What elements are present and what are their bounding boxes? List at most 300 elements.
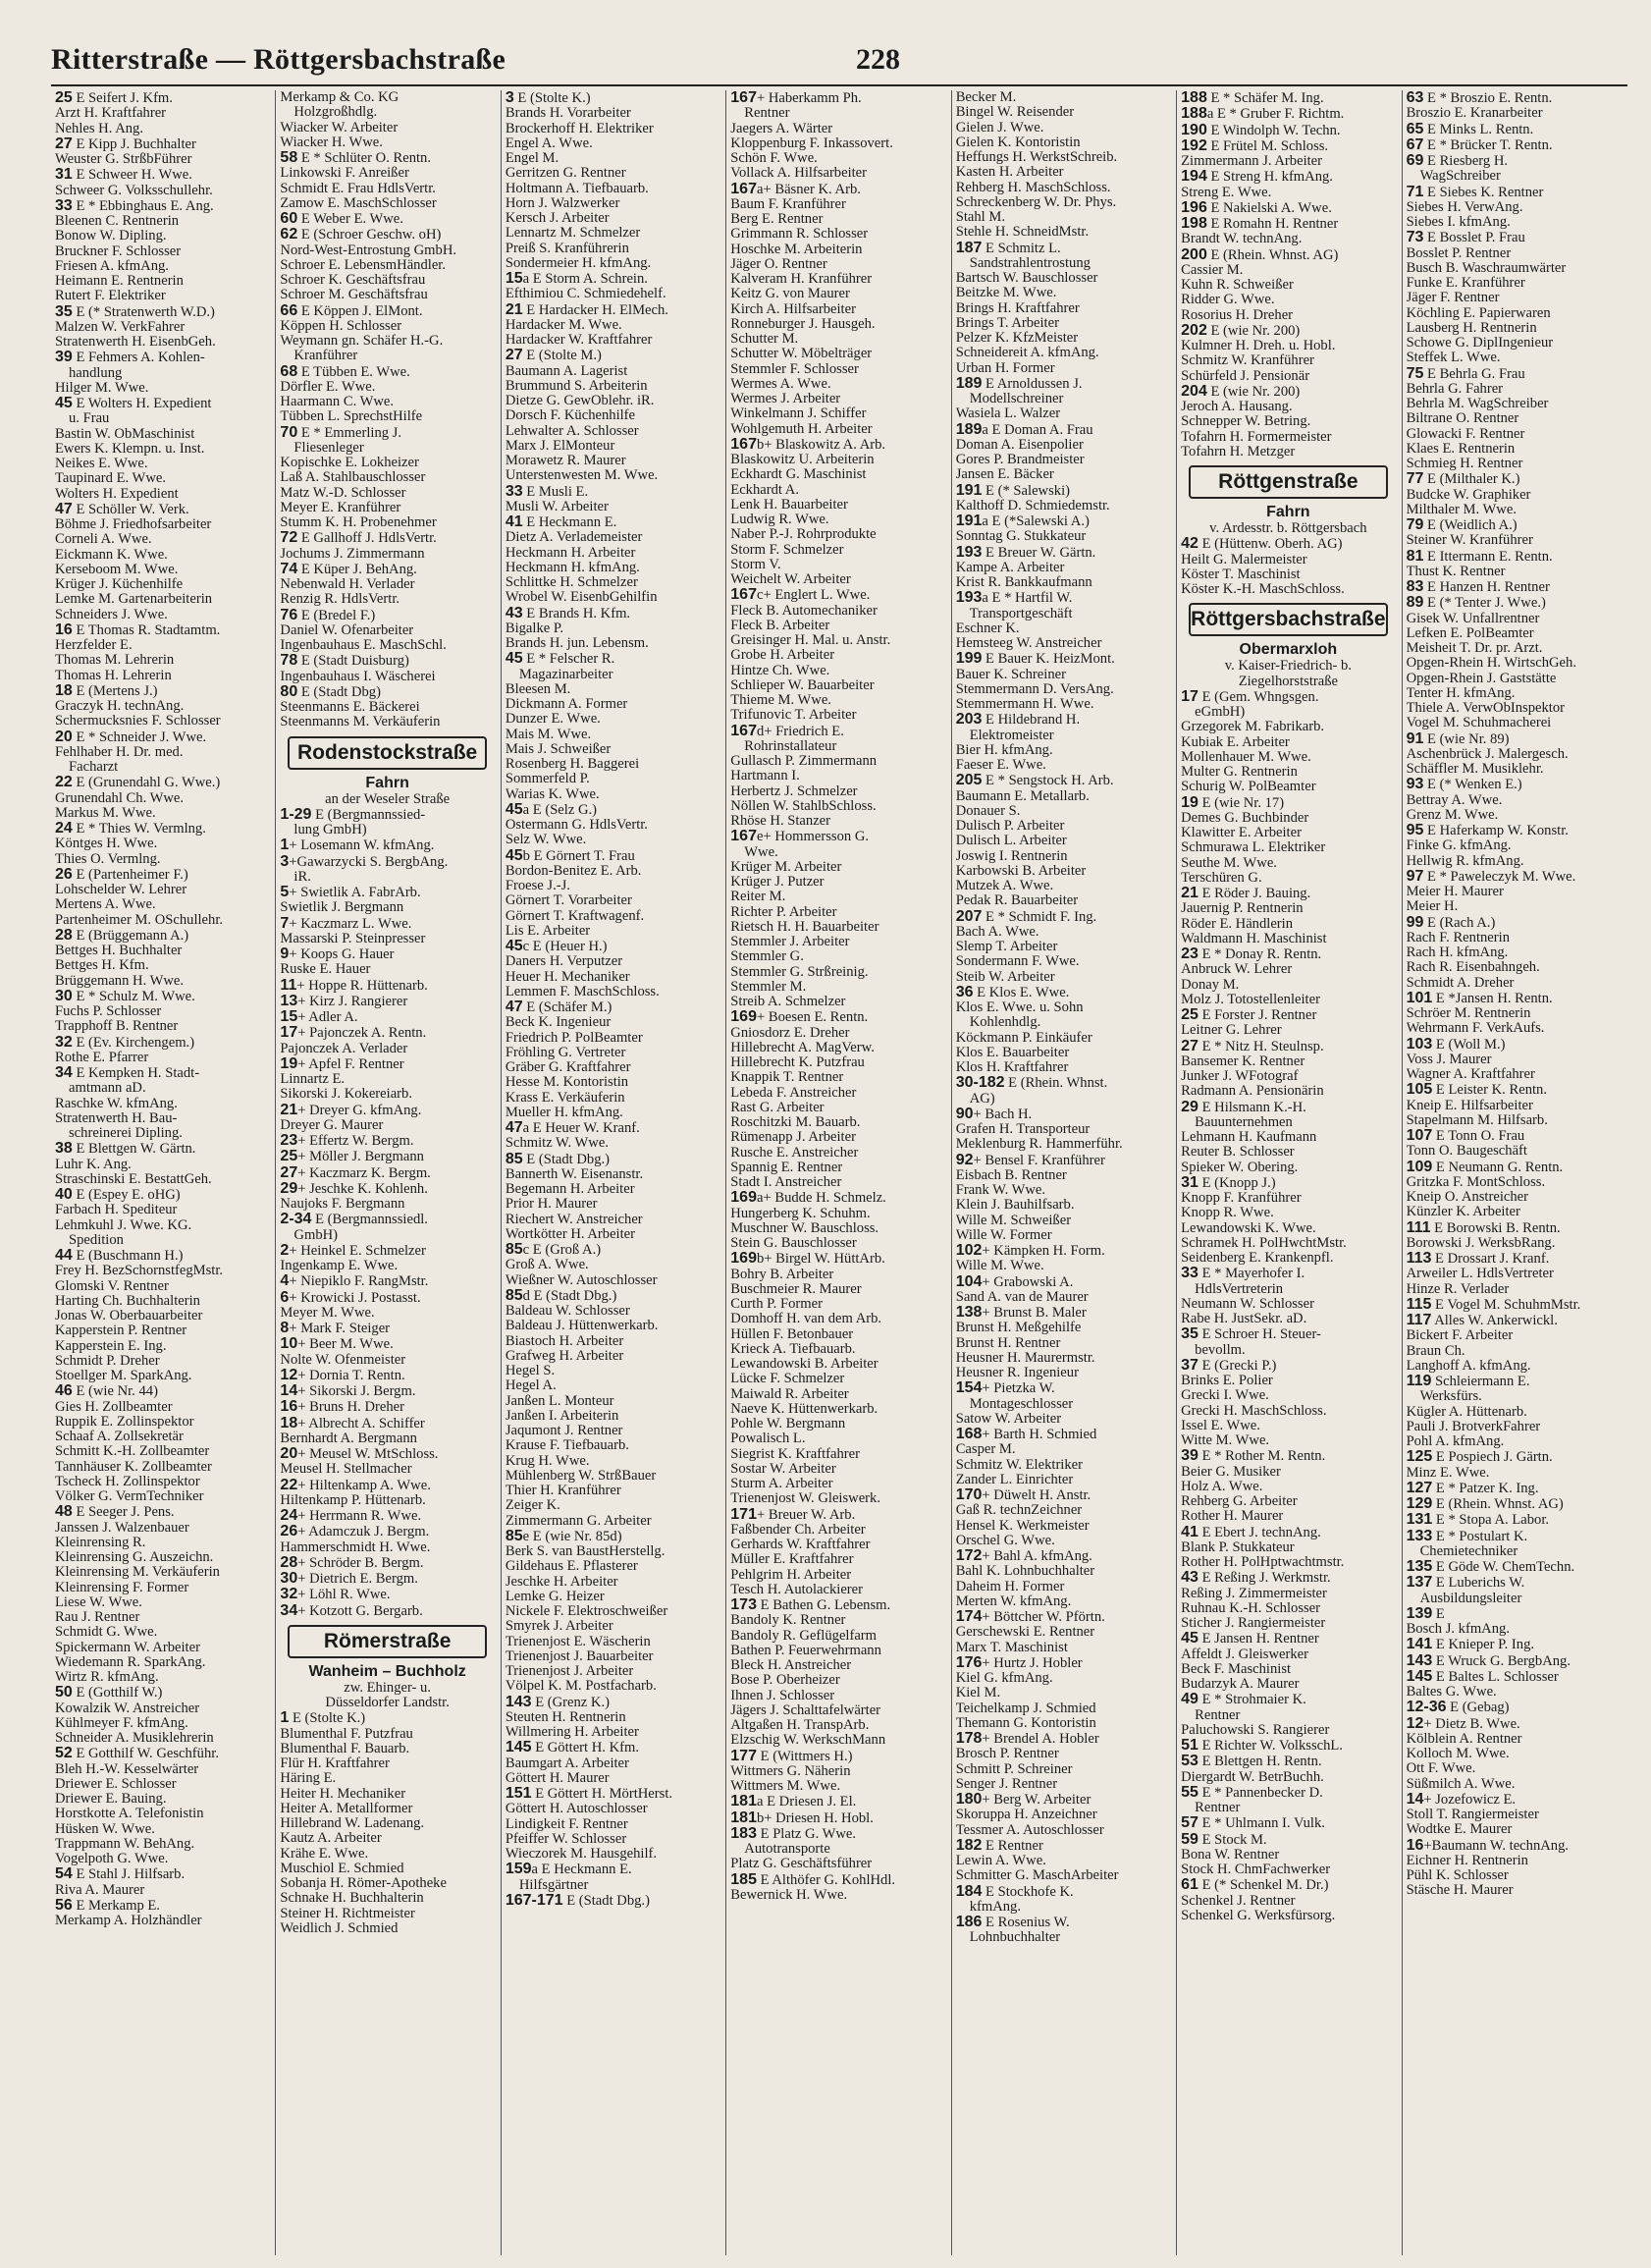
resident-entry: [1181, 1662, 1395, 1677]
resident-text: E (Hüttenw. Oberh. AG): [1198, 536, 1343, 553]
house-number: 45: [505, 847, 523, 864]
resident-text: Froese J.-J.: [505, 879, 570, 893]
resident-text: Siegrist K. Kraftfahrer: [730, 1446, 860, 1462]
resident-entry: [1181, 536, 1395, 552]
resident-text: Preiß S. Kranführerin: [505, 241, 629, 256]
resident-text: E Rentner: [982, 1837, 1043, 1854]
resident-text: Sondermann F. Wwe.: [955, 954, 1080, 970]
resident-entry: [1407, 291, 1622, 305]
house-number: 186: [955, 1915, 983, 1930]
resident-entry: [1407, 1777, 1622, 1792]
resident-entry: [55, 548, 269, 563]
resident-entry: [730, 619, 944, 633]
resident-entry: [1407, 1420, 1622, 1434]
resident-entry: [280, 577, 494, 592]
resident-text: Warias K. Wwe.: [505, 786, 600, 802]
resident-text: E (Grenz K.): [531, 1694, 610, 1710]
house-number: 12-36: [1406, 1700, 1447, 1716]
resident-text: Broszio E. Kranarbeiter: [1406, 106, 1543, 122]
resident-entry: [280, 1524, 494, 1539]
resident-text: Göttert H. Maurer: [505, 1770, 610, 1786]
resident-entry: [506, 1635, 719, 1649]
resident-entry: [506, 1740, 719, 1755]
resident-text: + Breuer W. Arb.: [756, 1506, 856, 1523]
resident-entry: [730, 257, 944, 272]
resident-text: E Pospiech J. Gärtn.: [1432, 1449, 1553, 1466]
resident-text: Klawitter E. Arbeiter: [1181, 826, 1302, 840]
resident-text: Stemmler M.: [730, 979, 807, 995]
resident-text: Glomski V. Rentner: [55, 1278, 169, 1294]
resident-text: Driewer E. Bauing.: [55, 1792, 167, 1807]
resident-entry: [1407, 885, 1622, 899]
resident-entry: [1181, 1754, 1395, 1769]
house-number: 20: [280, 1446, 298, 1462]
house-number: 207: [955, 908, 983, 925]
resident-text: Horn J. Walzwerker: [505, 195, 620, 211]
resident-entry: [506, 1031, 719, 1046]
resident-entry: [55, 1203, 269, 1217]
resident-text: E * Donay R. Rentn.: [1198, 946, 1322, 962]
resident-entry: [280, 653, 494, 669]
house-number: 167: [730, 181, 757, 197]
resident-entry: [506, 1046, 719, 1060]
resident-entry: [956, 561, 1170, 575]
resident-text: E (Bergmannssied-: [311, 806, 426, 823]
resident-entry: [956, 1671, 1170, 1686]
resident-text: Hesse M. Kontoristin: [505, 1075, 629, 1091]
resident-entry: [280, 932, 494, 946]
resident-text: Mollenhauer M. Wwe.: [1181, 749, 1311, 765]
resident-entry: [1407, 276, 1622, 291]
resident-text: Holzgroßhdlg.: [293, 105, 378, 121]
resident-entry: [1181, 323, 1395, 339]
resident-entry: [730, 1718, 944, 1733]
resident-text: + Möller J. Bergmann: [297, 1149, 424, 1165]
resident-entry: [956, 135, 1170, 150]
resident-text: Renzig R. HdlsVertr.: [280, 592, 400, 608]
resident-entry: [1407, 1761, 1622, 1776]
resident-text: Hüllen F. Betonbauer: [730, 1326, 854, 1342]
resident-text: Rast G. Arbeiter: [730, 1100, 825, 1115]
resident-entry: [506, 1227, 719, 1242]
resident-text: e E (wie Nr. 85d): [522, 1528, 622, 1544]
resident-entry: [730, 243, 944, 257]
resident-entry: [1407, 731, 1622, 747]
resident-entry: [956, 1380, 1170, 1396]
resident-text: Schlieper W. Bauarbeiter: [730, 677, 875, 693]
resident-text: E * Ebbinghaus E. Ang.: [72, 197, 214, 214]
resident-text: E Kempken H. Stadt-: [72, 1065, 200, 1081]
house-number: 145: [505, 1740, 532, 1756]
house-number: 35: [55, 303, 73, 320]
resident-entry: [1407, 442, 1622, 457]
directory-columns: [51, 90, 1627, 2255]
resident-entry: [956, 286, 1170, 300]
resident-text: Busch B. Waschraumwärter: [1406, 260, 1567, 276]
resident-text: Radmann A. Pensionärin: [1181, 1084, 1324, 1100]
resident-entry: [506, 318, 719, 333]
resident-text: E (Gotthilf W.): [72, 1685, 163, 1701]
house-number: 41: [1181, 1524, 1198, 1540]
resident-entry: [55, 229, 269, 243]
resident-text: E (Stolte K.): [289, 1710, 366, 1727]
resident-text: Cassier M.: [1181, 262, 1244, 278]
resident-text: Stoellger M. SparkAng.: [55, 1369, 192, 1383]
resident-entry: [506, 1498, 719, 1513]
house-number: 188: [1181, 90, 1207, 106]
resident-entry: [506, 242, 719, 256]
resident-entry: [1407, 517, 1622, 533]
resident-text: + Mark F. Steiger: [289, 1321, 391, 1336]
resident-entry: [280, 900, 494, 915]
resident-text: E Wolters H. Expedient: [72, 396, 212, 411]
resident-text: GmbH): [293, 1227, 339, 1243]
resident-text: Eschner K.: [955, 621, 1020, 636]
resident-entry: [506, 136, 719, 151]
resident-entry: [55, 1475, 269, 1489]
resident-text: Laß A. Stahlbauschlosser: [280, 470, 426, 486]
house-number: 33: [505, 483, 523, 500]
house-number: 93: [1406, 777, 1424, 793]
resident-text: E * Schmidt F. Ing.: [982, 908, 1097, 925]
resident-entry: [730, 317, 944, 332]
resident-entry: [506, 1197, 719, 1212]
resident-entry: [506, 1454, 719, 1469]
resident-text: Knopp R. Wwe.: [1181, 1206, 1274, 1221]
resident-text: Wasiela L. Walzer: [955, 406, 1061, 422]
street-heading: Röttgersbachstraße: [1189, 603, 1387, 636]
resident-entry: [1407, 427, 1622, 442]
resident-text: Begemann H. Arbeiter: [505, 1182, 635, 1197]
resident-text: Baldeau W. Schlosser: [505, 1304, 630, 1319]
resident-entry: [506, 302, 719, 318]
resident-entry: [956, 1503, 1170, 1518]
resident-entry: [1181, 186, 1395, 200]
resident-text: Bathen P. Feuerwehrmann: [730, 1643, 881, 1658]
resident-entry: [730, 287, 944, 301]
resident-text: Kulmner H. Dreh. u. Hobl.: [1181, 339, 1336, 353]
resident-entry: [1407, 1747, 1622, 1761]
resident-entry: [1181, 1832, 1395, 1848]
house-number: 167-171: [505, 1892, 563, 1909]
resident-entry: [506, 1075, 719, 1090]
resident-entry: [1407, 411, 1622, 426]
resident-entry: [55, 592, 269, 607]
resident-entry: [280, 962, 494, 977]
resident-text: Vogel M. Schuhmacherei: [1406, 716, 1552, 731]
resident-entry: [1407, 1236, 1622, 1251]
resident-text: Karbowski B. Arbeiter: [955, 863, 1087, 879]
resident-text: E Stockhofe K.: [982, 1883, 1074, 1900]
resident-text: Tenter H. kfmAng.: [1406, 685, 1516, 701]
resident-entry: [55, 457, 269, 471]
resident-text: Schleiermann E.: [1431, 1374, 1530, 1389]
house-number: 85: [505, 1151, 523, 1167]
resident-text: E (* Schenkel M. Dr.): [1198, 1877, 1329, 1894]
resident-entry: [730, 1658, 944, 1673]
resident-text: Blaskowitz U. Arbeiterin: [730, 453, 875, 467]
resident-text: Brings T. Arbeiter: [955, 315, 1059, 331]
street-range-note: v. Ardesstr. b. Röttgersbach: [1209, 520, 1367, 536]
resident-text: E: [1432, 1605, 1445, 1622]
resident-entry: [1407, 230, 1622, 245]
resident-text: Jäger F. Rentner: [1406, 291, 1500, 306]
resident-entry: [956, 621, 1170, 636]
resident-text: + Bach H.: [973, 1106, 1033, 1122]
resident-text: E Blettgen H. Rentn.: [1198, 1754, 1322, 1770]
resident-text: E Forster J. Rentner: [1198, 1007, 1317, 1023]
resident-entry: [956, 1838, 1170, 1854]
resident-entry: [730, 1477, 944, 1491]
resident-entry: [1407, 945, 1622, 960]
resident-entry: [1407, 1854, 1622, 1868]
resident-entry: [55, 622, 269, 638]
resident-text: Haarmann C. Wwe.: [280, 395, 395, 409]
resident-entry: [55, 1746, 269, 1761]
house-number: 34: [280, 1602, 298, 1619]
resident-entry: [956, 668, 1170, 682]
resident-text: Lücke F. Schmelzer: [730, 1372, 845, 1387]
resident-text: E Knieper P. Ing.: [1432, 1637, 1535, 1653]
house-number: 19: [1181, 794, 1198, 811]
resident-text: Bansemer K. Rentner: [1181, 1053, 1305, 1069]
house-number: 17: [280, 1025, 298, 1042]
resident-entry: [1181, 1677, 1395, 1692]
resident-text: Brockerhoff H. Elektriker: [505, 121, 654, 136]
house-number: 32: [280, 1587, 298, 1603]
resident-text: Maiwald R. Arbeiter: [730, 1386, 849, 1402]
resident-entry: [730, 1282, 944, 1297]
resident-text: Sobanja H. Römer-Apotheke: [280, 1876, 447, 1891]
resident-entry: [280, 258, 494, 273]
resident-text: Künzler K. Arbeiter: [1406, 1205, 1520, 1220]
resident-text: Meusel H. Stellmacher: [280, 1462, 412, 1478]
house-number: 181: [730, 1794, 757, 1810]
resident-text: + Adamczuk J. Bergm.: [297, 1524, 430, 1540]
resident-text: Hüsken W. Wwe.: [55, 1821, 155, 1837]
resident-text: Bier H. kfmAng.: [955, 742, 1053, 758]
resident-text: Bleck H. Anstreicher: [730, 1658, 852, 1673]
resident-entry: [506, 1334, 719, 1349]
resident-entry: [956, 438, 1170, 453]
resident-text: Waldmann H. Maschinist: [1181, 931, 1327, 946]
house-number: 38: [55, 1141, 73, 1158]
house-number: 205: [955, 773, 983, 789]
resident-entry: [280, 1368, 494, 1383]
resident-entry: [55, 1233, 269, 1248]
resident-text: Issel E. Wwe.: [1181, 1418, 1260, 1433]
resident-entry: [280, 1787, 494, 1802]
house-number: 104: [955, 1273, 983, 1290]
house-number: 75: [1406, 365, 1424, 382]
resident-text: Kühlmeyer F. kfmAng.: [55, 1715, 188, 1731]
resident-text: Berg E. Rentner: [730, 212, 824, 227]
resident-entry: [55, 852, 269, 867]
resident-text: E Minks L. Rentn.: [1423, 121, 1534, 137]
resident-text: Meier H.: [1406, 899, 1459, 915]
resident-entry: [55, 244, 269, 259]
resident-text: Hillebrand W. Ladenang.: [280, 1816, 425, 1831]
resident-text: E (Milthaler K.): [1423, 471, 1520, 488]
resident-text: Lohnbuchhalter: [969, 1930, 1061, 1946]
resident-entry: [280, 1259, 494, 1273]
resident-text: E Hardacker H. ElMech.: [522, 301, 668, 318]
street-range-note: v. Kaiser-Friedrich- b.: [1224, 658, 1352, 675]
resident-entry: [956, 636, 1170, 651]
resident-entry: [1407, 1251, 1622, 1267]
resident-text: E Brands H. Kfm.: [522, 605, 631, 621]
resident-text: b+ Blaskowitz A. Arb.: [756, 436, 886, 453]
house-number: 41: [505, 514, 523, 530]
house-number: 11: [280, 977, 297, 994]
house-number: 185: [730, 1871, 757, 1888]
resident-entry: [506, 122, 719, 136]
resident-entry: [730, 769, 944, 783]
resident-text: + Grabowski A.: [982, 1273, 1074, 1290]
resident-entry: [730, 587, 944, 603]
resident-entry: [730, 1357, 944, 1372]
resident-text: Wirtz R. kfmAng.: [55, 1670, 159, 1685]
resident-entry: [956, 346, 1170, 360]
resident-entry: [730, 1207, 944, 1221]
resident-entry: [506, 379, 719, 394]
resident-entry: [956, 241, 1170, 256]
house-number: 62: [280, 227, 298, 243]
resident-entry: [280, 105, 494, 120]
resident-entry: [1407, 1868, 1622, 1883]
resident-entry: [55, 714, 269, 729]
house-number: 169: [730, 1190, 757, 1207]
resident-text: Rümenapp J. Arbeiter: [730, 1130, 856, 1146]
house-number: 101: [1406, 990, 1433, 1006]
resident-entry: [55, 577, 269, 592]
resident-entry: [506, 757, 719, 772]
resident-text: E Vogel M. SchuhmMstr.: [1431, 1296, 1581, 1313]
resident-text: Eckhardt A.: [730, 482, 799, 498]
resident-text: Diergardt W. BetrBuchh.: [1181, 1769, 1324, 1785]
resident-text: Slemp T. Arbeiter: [955, 940, 1058, 954]
resident-text: Krähe E. Wwe.: [280, 1846, 369, 1862]
resident-entry: [280, 1149, 494, 1164]
resident-entry: [1407, 1637, 1622, 1652]
resident-text: Jeschke H. Arbeiter: [505, 1574, 618, 1590]
resident-entry: [55, 1521, 269, 1536]
house-number: 131: [1406, 1512, 1433, 1529]
resident-entry: [1407, 137, 1622, 153]
resident-entry: [956, 970, 1170, 985]
house-number: 28: [55, 927, 73, 944]
resident-text: c E (Groß A.): [522, 1242, 602, 1258]
resident-text: Bleesen M.: [505, 681, 571, 697]
house-number: 196: [1181, 199, 1207, 216]
resident-text: AG): [969, 1091, 995, 1107]
resident-text: Blumenthal F. Bauarb.: [280, 1741, 410, 1756]
resident-text: Schneidereit A. kfmAng.: [955, 346, 1099, 361]
resident-entry: [730, 347, 944, 361]
resident-entry: [1181, 1692, 1395, 1707]
resident-entry: [1407, 153, 1622, 169]
resident-text: E (Mertens J.): [72, 682, 158, 699]
resident-text: Köster K.-H. MaschSchloss.: [1181, 582, 1345, 597]
resident-entry: [730, 513, 944, 527]
resident-text: Tessmer A. Autoschlosser: [955, 1822, 1104, 1838]
resident-text: Senger J. Rentner: [955, 1776, 1058, 1792]
resident-text: c E (Heuer H.): [522, 939, 608, 954]
resident-text: Wiacker W. Arbeiter: [280, 120, 399, 135]
resident-text: Kügler A. Hüttenarb.: [1406, 1404, 1527, 1420]
resident-text: E Luberichs W.: [1432, 1575, 1525, 1592]
resident-entry: [506, 939, 719, 954]
resident-text: Grafweg H. Arbeiter: [505, 1348, 624, 1364]
house-number: 85: [505, 1287, 523, 1304]
resident-text: Köntges H. Wwe.: [55, 837, 158, 852]
resident-text: Ronneburger J. Hausgeh.: [730, 316, 876, 332]
resident-text: E (* Stratenwerth W.D.): [72, 303, 215, 320]
resident-text: Bettges H. Kfm.: [55, 958, 149, 974]
resident-entry: [1181, 1480, 1395, 1494]
resident-entry: [956, 1808, 1170, 1822]
resident-entry: [1407, 215, 1622, 230]
house-number: 69: [1406, 153, 1424, 169]
resident-entry: [1407, 1716, 1622, 1732]
resident-entry: [1407, 777, 1622, 792]
house-number: 21: [505, 301, 523, 318]
resident-entry: [55, 928, 269, 944]
resident-entry: [280, 1603, 494, 1619]
resident-text: Linnartz E.: [280, 1072, 346, 1087]
resident-text: Sticher J. Rangiermeister: [1181, 1616, 1326, 1631]
resident-text: Lemke G. Heizer: [505, 1589, 605, 1604]
resident-entry: [280, 700, 494, 715]
resident-entry: [730, 920, 944, 935]
resident-entry: [506, 879, 719, 893]
resident-entry: [956, 1290, 1170, 1305]
resident-text: Wodtke E. Maurer: [1406, 1822, 1513, 1838]
resident-entry: [1407, 1559, 1622, 1575]
house-number: 189: [955, 421, 983, 438]
resident-entry: [1181, 962, 1395, 977]
resident-text: Thiele A. VerwObInspektor: [1406, 701, 1566, 716]
resident-text: Kloppenburg F. Inkassovert.: [730, 135, 893, 151]
resident-entry: [1181, 1433, 1395, 1448]
resident-entry: [280, 807, 494, 823]
resident-entry: [55, 184, 269, 198]
resident-entry: [55, 396, 269, 411]
resident-text: E Reßing J. Werkmstr.: [1198, 1570, 1331, 1587]
resident-text: Hardacker M. Wwe.: [505, 317, 622, 333]
resident-text: Marx J. ElMonteur: [505, 438, 615, 454]
resident-entry: [55, 897, 269, 912]
resident-text: Kiel G. kfmAng.: [955, 1671, 1053, 1686]
resident-entry: [730, 1327, 944, 1342]
resident-entry: [730, 845, 944, 860]
resident-entry: [1181, 826, 1395, 840]
resident-entry: [280, 211, 494, 227]
resident-entry: [506, 1182, 719, 1197]
resident-text: Stratenwerth H. Bau-: [55, 1110, 178, 1126]
resident-text: Trapphoff B. Rentner: [55, 1019, 179, 1035]
resident-text: Krüger J. Putzer: [730, 875, 825, 890]
resident-text: Riechert W. Anstreicher: [505, 1212, 643, 1227]
resident-text: Autotransporte: [744, 1842, 830, 1857]
resident-text: HdlsVertreterin: [1195, 1281, 1284, 1297]
resident-text: E Ebert J. technAng.: [1198, 1524, 1321, 1540]
resident-entry: [1181, 247, 1395, 263]
resident-entry: [506, 1695, 719, 1710]
resident-text: Völpel K. M. Postfacharb.: [505, 1679, 657, 1695]
resident-entry: [1181, 1358, 1395, 1374]
resident-entry: [730, 860, 944, 875]
